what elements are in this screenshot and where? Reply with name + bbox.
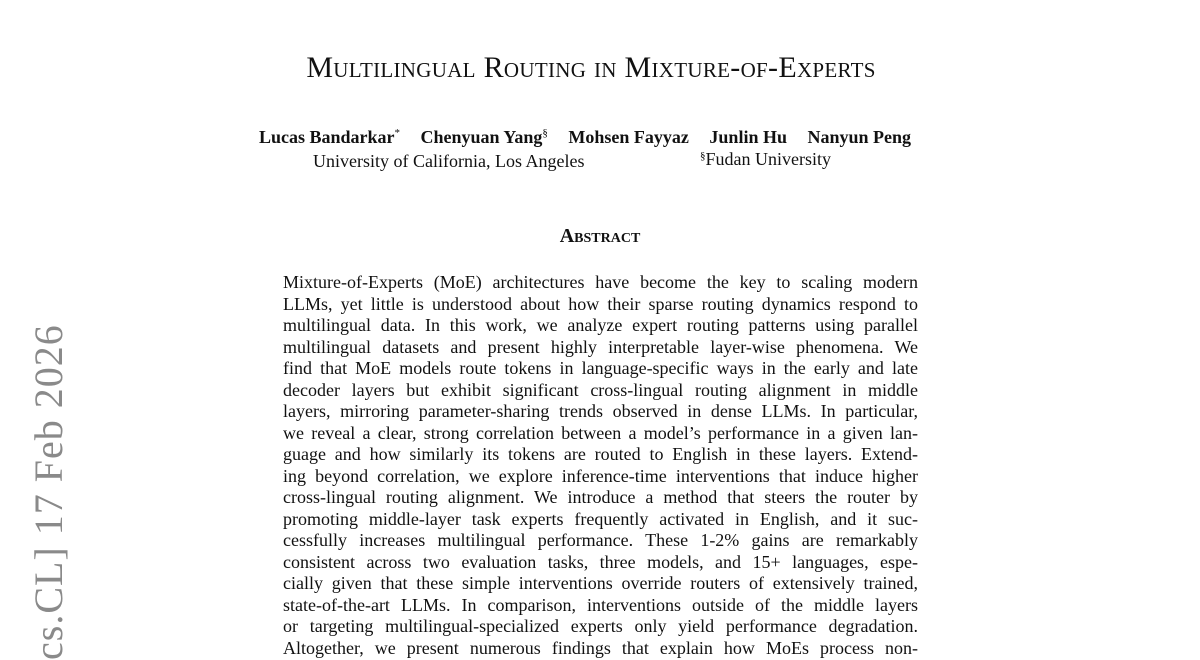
abstract-line: multilingual datasets and present highly interpretable layer-wise phenomena. We (283, 336, 918, 357)
author-name: Junlin Hu (709, 127, 787, 147)
abstract-line: LLMs, yet little is understood about how their sparse routing dynamics respond to (283, 293, 918, 314)
abstract-line: state-of-the-art LLMs. In comparison, interventions outside of the middle layers (283, 594, 918, 615)
arxiv-identifier-stamp: cs.CL] 17 Feb 2026 (26, 324, 71, 660)
affiliation-name: Fudan University (705, 149, 831, 169)
abstract-line: multilingual data. In this work, we analyze expert routing patterns using parallel (283, 315, 918, 335)
abstract-line: Mixture-of-Experts (MoE) architectures have become the key to scaling modern (283, 272, 918, 292)
author-name: Nanyun Peng (807, 127, 911, 147)
abstract-line: we reveal a clear, strong correlation between a model’s performance in a given lan- (283, 422, 918, 443)
abstract-line: consistent across two evaluation tasks, three models, and 15+ languages, espe- (283, 551, 918, 572)
abstract-heading: Abstract (559, 225, 641, 247)
author-name: Chenyuan Yang (420, 127, 543, 147)
abstract-body (283, 272, 918, 659)
paper-title: Multilingual Routing in Mixture-of-Experts (306, 51, 876, 84)
affiliation-ucla (313, 145, 584, 172)
abstract-line: cessfully increases multilingual performance. These 1-2% gains are remarkably (283, 530, 918, 550)
abstract-line: promoting middle-layer task experts frequently activated in English, and it suc- (283, 508, 918, 529)
abstract-line: or targeting multilingual-specialized experts only yield performance degradation. (283, 616, 918, 636)
abstract-line: ing beyond correlation, we explore inference-time interventions that induce higher (283, 465, 918, 486)
abstract-line: find that MoE models route tokens in language-specific ways in the early and late (283, 358, 918, 378)
author-mark: * (394, 127, 401, 139)
author-name: Mohsen Fayyaz (568, 127, 689, 147)
author-name: Lucas Bandarkar (259, 127, 395, 147)
abstract-line: layers, mirroring parameter-sharing trends observed in dense LLMs. In particular, (283, 401, 918, 421)
abstract-line: Altogether, we present numerous findings that explain how MoEs process non- (283, 637, 918, 658)
affiliation-fudan (700, 145, 831, 170)
abstract-line: decoder layers but exhibit significant cross-lingual routing alignment in middle (283, 379, 918, 400)
author-list (0, 122, 1170, 148)
affiliation-name: University of California, Los Angeles (313, 151, 585, 171)
author-3 (568, 122, 689, 148)
abstract-line: cially given that these simple interventions override routers of extensively trained, (283, 573, 918, 593)
abstract-line: cross-lingual routing alignment. We introduce a method that steers the router by (283, 487, 918, 507)
abstract-line: guage and how similarly its tokens are routed to English in these layers. Extend- (283, 444, 918, 464)
affiliation-mark: § (700, 150, 706, 162)
author-mark: § (542, 127, 548, 139)
